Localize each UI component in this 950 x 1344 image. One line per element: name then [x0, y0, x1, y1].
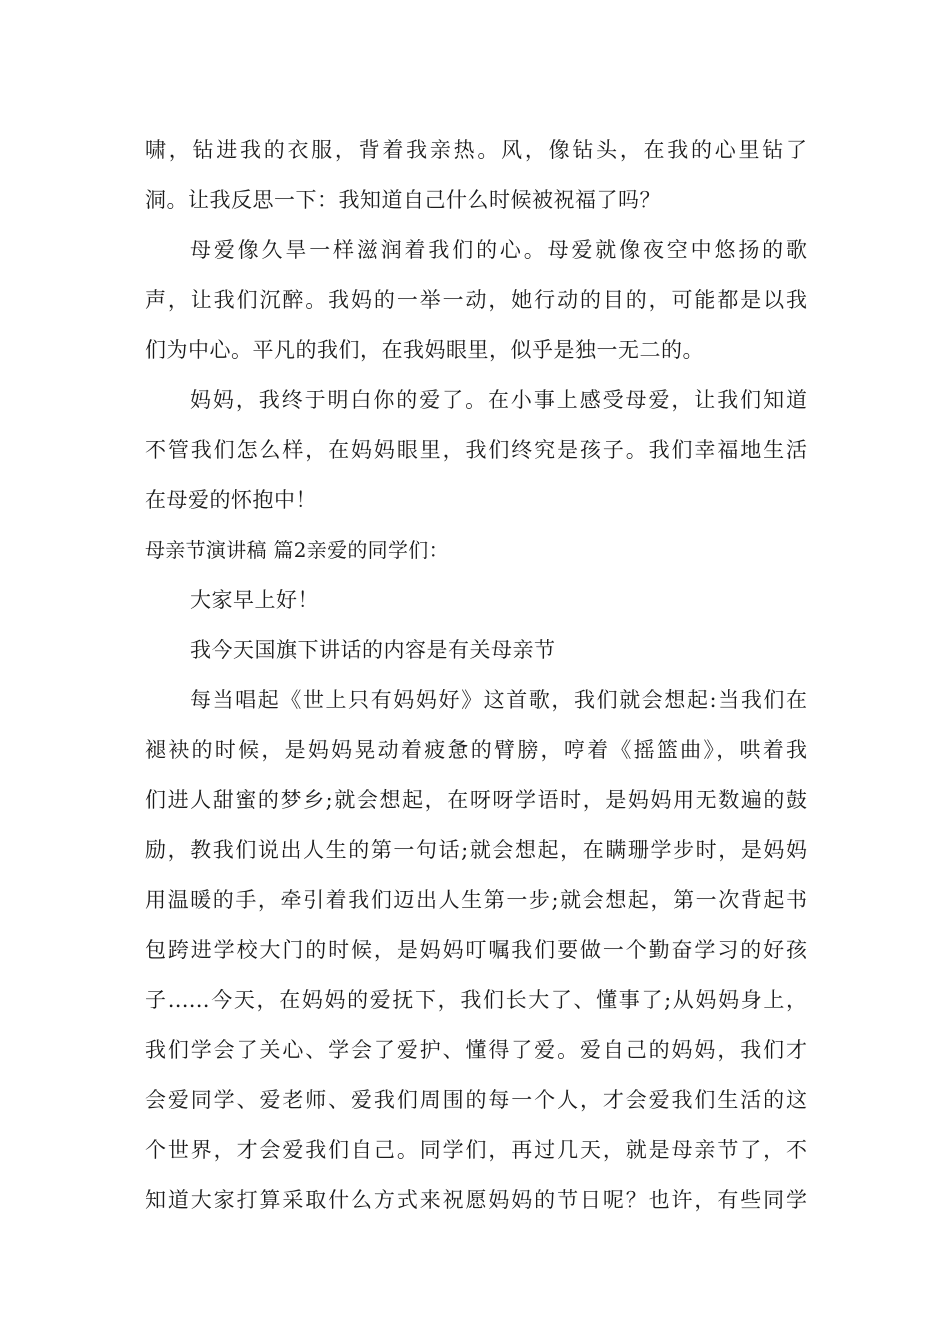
paragraph-line: 包跨进学校大门的时候，是妈妈叮嘱我们要做一个勤奋学习的好孩	[145, 938, 807, 962]
paragraph-line: 励，教我们说出人生的第一句话;就会想起，在瞒珊学步时，是妈妈	[145, 838, 807, 862]
paragraph-line: 们进人甜蜜的梦乡;就会想起，在呀呀学语时，是妈妈用无数遍的鼓	[145, 788, 807, 812]
paragraph-line: 啸，钻进我的衣服，背着我亲热。风，像钻头，在我的心里钻了	[145, 138, 807, 162]
section-heading: 母亲节演讲稿 篇2亲爱的同学们：	[145, 538, 449, 562]
paragraph-line: 妈妈，我终于明白你的爱了。在小事上感受母爱，让我们知道	[190, 388, 807, 412]
paragraph-line: 们为中心。平凡的我们，在我妈眼里，似乎是独一无二的。	[145, 338, 704, 362]
paragraph-line: 每当唱起《世上只有妈妈好》这首歌，我们就会想起:当我们在	[190, 688, 807, 712]
paragraph-line: 个世界，才会爱我们自己。同学们，再过几天，就是母亲节了，不	[145, 1138, 807, 1162]
paragraph-line: 会爱同学、爱老师、爱我们周围的每一个人，才会爱我们生活的这	[145, 1088, 807, 1112]
paragraph-line: 母爱像久旱一样滋润着我们的心。母爱就像夜空中悠扬的歌	[190, 238, 807, 262]
paragraph-line: 我们学会了关心、学会了爱护、懂得了爱。爱自己的妈妈，我们才	[145, 1038, 807, 1062]
paragraph-line: 褪袂的时候，是妈妈晃动着疲惫的臂膀，哼着《摇篮曲》，哄着我	[145, 738, 807, 762]
paragraph-line: 洞。让我反思一下：我知道自己什么时候被祝福了吗？	[145, 188, 661, 212]
paragraph-line: 用温暖的手，牵引着我们迈出人生第一步;就会想起，第一次背起书	[145, 888, 807, 912]
paragraph-line: 我今天国旗下讲话的内容是有关母亲节	[190, 638, 556, 662]
paragraph-line: 知道大家打算采取什么方式来祝愿妈妈的节日呢？也许，有些同学	[145, 1188, 807, 1212]
paragraph-line: 不管我们怎么样，在妈妈眼里，我们终究是孩子。我们幸福地生活	[145, 438, 807, 462]
paragraph-line: 子……今天，在妈妈的爱抚下，我们长大了、懂事了;从妈妈身上，	[145, 988, 807, 1012]
paragraph-line: 在母爱的怀抱中！	[145, 488, 317, 512]
greeting-line: 大家早上好！	[190, 588, 319, 612]
paragraph-line: 声，让我们沉醉。我妈的一举一动，她行动的目的，可能都是以我	[145, 288, 807, 312]
